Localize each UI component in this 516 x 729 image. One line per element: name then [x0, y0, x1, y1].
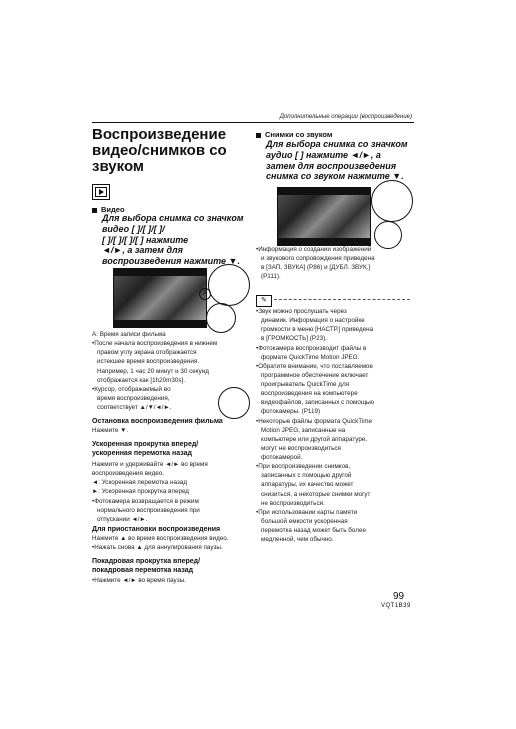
note-divider: [274, 299, 410, 300]
cursor-pad-small-icon: [206, 303, 236, 333]
stop-body: Нажмите ▼.: [92, 427, 129, 434]
callout-a-icon: A: [199, 288, 211, 300]
note-icon: ✎: [256, 295, 272, 307]
section-header: Дополнительные операции (воспроизведение): [279, 114, 412, 120]
document-code: VQT1B39: [381, 603, 411, 609]
audio-screen-image: [277, 187, 371, 246]
notes-list: •Звук можно прослушать через динамик. Информация о настройке громкости в меню [НАСТР.] приведена в [ГРОМКОСТЬ] (P23). •Фотокамера воспроизводит файлы в формате QuickTime Motion JPEG. •Обратите внимание, что поставляемое программное обеспечение включает проигрыватель QuickTime для воспроизведения на компьютере видеофайлов, записанных с помощью фотокамеры. (P119) •Некоторые файлы формата QuickTime Motion JPEG, записанные на компьютере или другой аппаратуре, могут не воспроизводиться фотокамерой. •При воспроизведении снимков, записанных с помощью другой аппаратуры, их качество может снизиться, а некоторые снимки могут не воспроизводиться. •При использовании карты памяти большой емкости ускоренная перемотка назад может быть более медленной, чем обычно.: [256, 308, 375, 544]
cursor-pad-icon: [208, 264, 250, 306]
frame-heading: Покадровая прокрутка вперед/ покадровая перемотка назад: [92, 558, 201, 575]
video-instruction: Для выбора снимка со значком видео [ ]/[ ]/[ ]/ [ ]/[ ]/[ ]/[ ] нажмите ◄/►, а затем для воспроизведения нажмите ▼.: [102, 213, 244, 267]
audio-info: •Информация о создании изображений и звукового сопровождения приведена в [ЗАП. ЗВУКА] (P86) и [ДУБЛ. ЗВУК.] (P111).: [256, 246, 375, 281]
audio-heading: Снимки со звуком: [256, 130, 332, 139]
video-screen-image: [113, 268, 207, 328]
video-heading: Видео: [92, 205, 125, 214]
page-title: Воспроизведение видео/снимков со звуком: [92, 126, 227, 176]
header-rule: [92, 122, 414, 123]
play-control-icon: [218, 387, 250, 419]
ff-body: Нажмите и удерживайте ◄/► во время воспроизведения видео. ◄: Ускоренная перемотка назад ►: Ускоренная прокрутка вперед •Фотокамера возвращается в режим нормального воспроизведения при отпускании ◄/►.: [92, 461, 208, 523]
page-number: 99: [393, 591, 405, 602]
frame-body: •Нажмите ◄/► во время паузы.: [92, 577, 186, 584]
audio-instruction: Для выбора снимка со значком аудио [ ] нажмите ◄/►, а затем для воспроизведения снимка со звуком нажмите ▼.: [266, 139, 408, 182]
audio-cursor-pad-icon: [371, 180, 413, 222]
stop-heading: Остановка воспроизведения фильма: [92, 418, 223, 425]
ff-heading: Ускоренная прокрутка вперед/ ускоренная перемотка назад: [92, 441, 199, 458]
video-notes: A: Время записи фильма •После начала воспроизведения в нижнем правом углу экрана отображается истекшее время воспроизведения. Например, 1 час 20 минут и 30 секунд отображается как [1h20m30s]. •Курсор, отображаемый во время воспроизведения, соответствует ▲/▼/◄/►.: [92, 331, 218, 411]
playback-mode-icon: [92, 184, 110, 200]
pause-body: Нажмите ▲ во время воспроизведения видео. •Нажать снова ▲ для аннулирования паузы.: [92, 535, 229, 552]
pause-heading: Для приостановки воспроизведения: [92, 526, 221, 533]
